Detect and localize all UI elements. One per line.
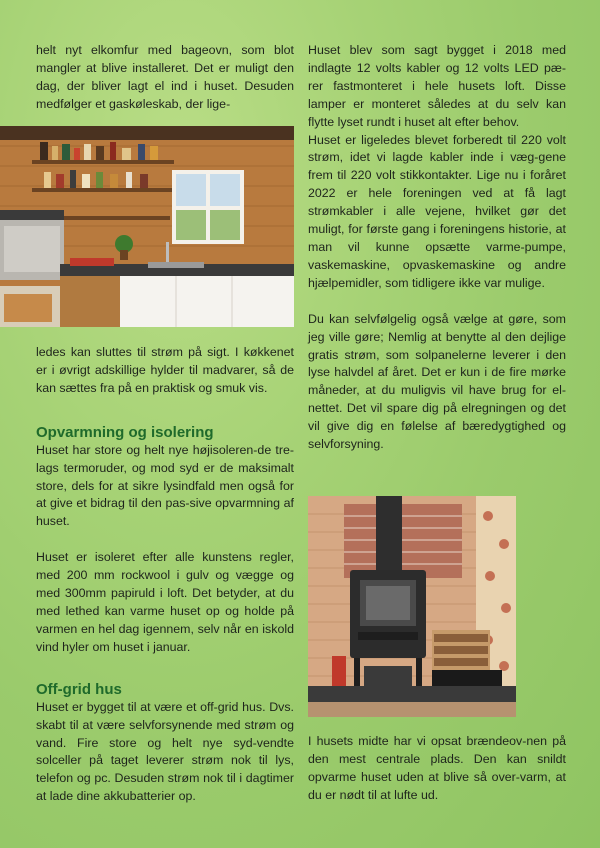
- stove-text: I husets midte har vi opsat brændeov-nen på den mest centrale plads. Den kan snildt opvarme huset uden at blive så over-varm, at du er nødt til at lufte ud.: [308, 734, 566, 802]
- heading-heating: Opvarmning og isolering: [36, 423, 214, 441]
- led-text: Huset blev som sagt bygget i 2018 med indlagte 12 volts kabler og 12 volts LED pæ-rer fastmonteret i hele husets loft. Disse lamper er monteret således at du selv kan flytte lyset rundt i huset alt efter behov.: [308, 43, 566, 129]
- left-column-top: [36, 42, 294, 114]
- kitchen-text-intro: helt nyt elkomfur med bageovn, som blot mangler at blive installeret. Det er muligt den dag, der bliver lagt el ind i huset. Desuden medfølger et gaskøleskab, der lige-: [36, 43, 294, 111]
- offgrid-text: Huset er bygget til at være et off-grid hus. Dvs. skabt til at være selvforsynende med strøm og vand. Fire store og helt nye syd-vendte solceller på taget leverer strøm nok til lys, telefon og pc. Desuden strøm nok til i dagtimer at lade dine akkubatterier op.: [36, 699, 294, 804]
- heating-text: Huset har store og helt nye højisoleren-de tre-lags termoruder, og mod syd er de maksimalt store, dels for at sikre lysindfald men også for at give et bidrag til den pas-sive opvarmning af huset.: [36, 442, 294, 529]
- heading-offgrid: Off-grid hus: [36, 680, 122, 698]
- power-text: Huset er ligeledes blevet forberedt til 220 volt strøm, idet vi lagde kabler inde i væg-gene frem til 220 volt stikkontakter. Lige nu i foråret 2022 er hele foreningen ved at få lagt strømkabler i alle vejene, hvilket gør det muligt, for første gang i foreningens historie, at man vil kunne opsætte varme-pumpe, vaskemaskine, opvaskemaskine og andre hjælpemidler, som tidligere ikke var mulige.: [308, 132, 566, 290]
- kitchen-photo: [0, 126, 294, 327]
- right-column-top: [308, 42, 566, 454]
- kitchen-text-continued: ledes kan sluttes til strøm på sigt. I køkkenet er i øvrigt adskillige hylder til madvarer, så de kan sættes fra på en praktisk og smuk vis.: [36, 345, 294, 395]
- left-column-body: [36, 344, 294, 806]
- insulation-text: Huset er isoleret efter alle kunstens regler, med 200 mm rockwool i gulv og vægge og med 300mm papiruld i loft. Det betyder, at du med lethed kan varme huset op og holde på varmen en hel dag igennem, selv når en iskold vind hyler om huset i januar.: [36, 550, 294, 654]
- right-column-bottom: [308, 733, 566, 805]
- wood-stove-photo: [308, 496, 516, 717]
- solar-text: Du kan selvfølgelig også vælge at gøre, som jeg ville gøre; Nemlig at benytte al den dejlige gratis strøm, som solpanelerne leverer i den lyse halvdel af året. Det er kun i de fire mørke måneder, at du muligvis vil have brug for el-nettet. Det vil spare dig på elregningen og det vil give dig en følelse af bæredygtighed og selvforsyning.: [308, 311, 566, 452]
